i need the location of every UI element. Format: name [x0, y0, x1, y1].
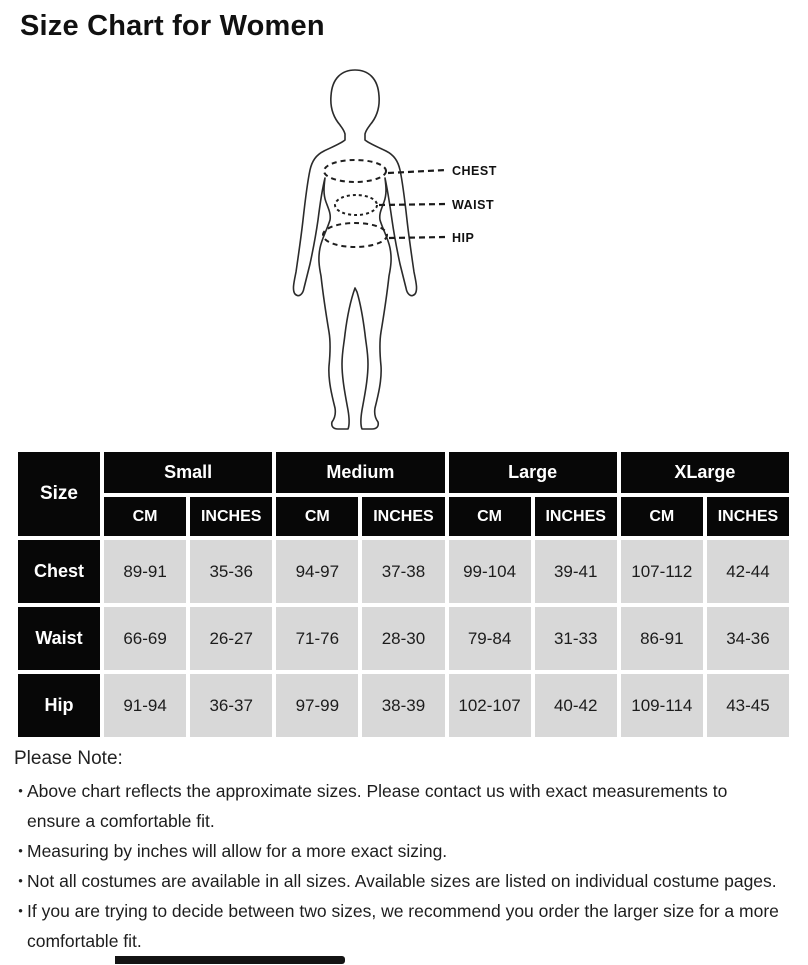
- female-silhouette-illustration: [280, 62, 540, 442]
- note-line: comfortable fit.: [27, 931, 142, 951]
- chest-label: CHEST: [452, 164, 497, 178]
- table-cell: 42-44: [707, 540, 789, 603]
- table-cell: 109-114: [621, 674, 703, 737]
- col-header-cm: CM: [104, 497, 186, 536]
- notes-heading: Please Note:: [14, 748, 123, 769]
- table-cell: 99-104: [449, 540, 531, 603]
- table-cell: 79-84: [449, 607, 531, 670]
- table-cell: 89-91: [104, 540, 186, 603]
- table-cell: 28-30: [362, 607, 444, 670]
- col-header-cm: CM: [276, 497, 358, 536]
- col-group-xlarge: XLarge: [621, 452, 789, 493]
- col-header-cm: CM: [621, 497, 703, 536]
- table-cell: 35-36: [190, 540, 272, 603]
- col-header-inches: INCHES: [707, 497, 789, 536]
- size-chart-table: [18, 452, 789, 737]
- col-header-inches: INCHES: [362, 497, 444, 536]
- note-item: [14, 866, 798, 896]
- bullet: •: [18, 903, 23, 918]
- note-line: Not all costumes are available in all sizes. Available sizes are listed on individual costume pages.: [27, 871, 777, 891]
- hip-label: HIP: [452, 231, 475, 245]
- waist-label: WAIST: [452, 198, 495, 212]
- table-cell: 71-76: [276, 607, 358, 670]
- note-line: Measuring by inches will allow for a more exact sizing.: [27, 841, 448, 861]
- female-body-outline: [293, 70, 416, 429]
- col-header-cm: CM: [449, 497, 531, 536]
- note-line: ensure a comfortable fit.: [27, 811, 215, 831]
- note-item: [14, 836, 798, 866]
- table-cell: 34-36: [707, 607, 789, 670]
- table-corner-size-header: Size: [18, 452, 100, 536]
- table-cell: 38-39: [362, 674, 444, 737]
- bullet: •: [18, 873, 23, 888]
- table-cell: 107-112: [621, 540, 703, 603]
- table-cell: 97-99: [276, 674, 358, 737]
- note-item: [14, 896, 798, 956]
- table-cell: 94-97: [276, 540, 358, 603]
- bottom-bar: [115, 956, 345, 964]
- waist-leader-line: [379, 204, 446, 205]
- note-line: Above chart reflects the approximate sizes. Please contact us with exact measurements to: [27, 781, 728, 801]
- notes-section: [14, 746, 798, 956]
- note-line: If you are trying to decide between two sizes, we recommend you order the larger size for a more: [27, 901, 779, 921]
- note-item: [14, 776, 798, 836]
- col-header-inches: INCHES: [535, 497, 617, 536]
- table-cell: 91-94: [104, 674, 186, 737]
- table-cell: 36-37: [190, 674, 272, 737]
- row-label-hip: Hip: [18, 674, 100, 737]
- table-cell: 31-33: [535, 607, 617, 670]
- body-measurement-diagram: [280, 62, 540, 442]
- table-cell: 37-38: [362, 540, 444, 603]
- bullet: •: [18, 783, 23, 798]
- table-cell: 26-27: [190, 607, 272, 670]
- table-cell: 102-107: [449, 674, 531, 737]
- row-label-chest: Chest: [18, 540, 100, 603]
- page-title: Size Chart for Women: [20, 10, 325, 42]
- table-cell: 86-91: [621, 607, 703, 670]
- col-group-large: Large: [449, 452, 617, 493]
- table-cell: 66-69: [104, 607, 186, 670]
- table-cell: 40-42: [535, 674, 617, 737]
- bullet: •: [18, 843, 23, 858]
- col-group-small: Small: [104, 452, 272, 493]
- table-cell: 39-41: [535, 540, 617, 603]
- table-cell: 43-45: [707, 674, 789, 737]
- col-header-inches: INCHES: [190, 497, 272, 536]
- col-group-medium: Medium: [276, 452, 444, 493]
- row-label-waist: Waist: [18, 607, 100, 670]
